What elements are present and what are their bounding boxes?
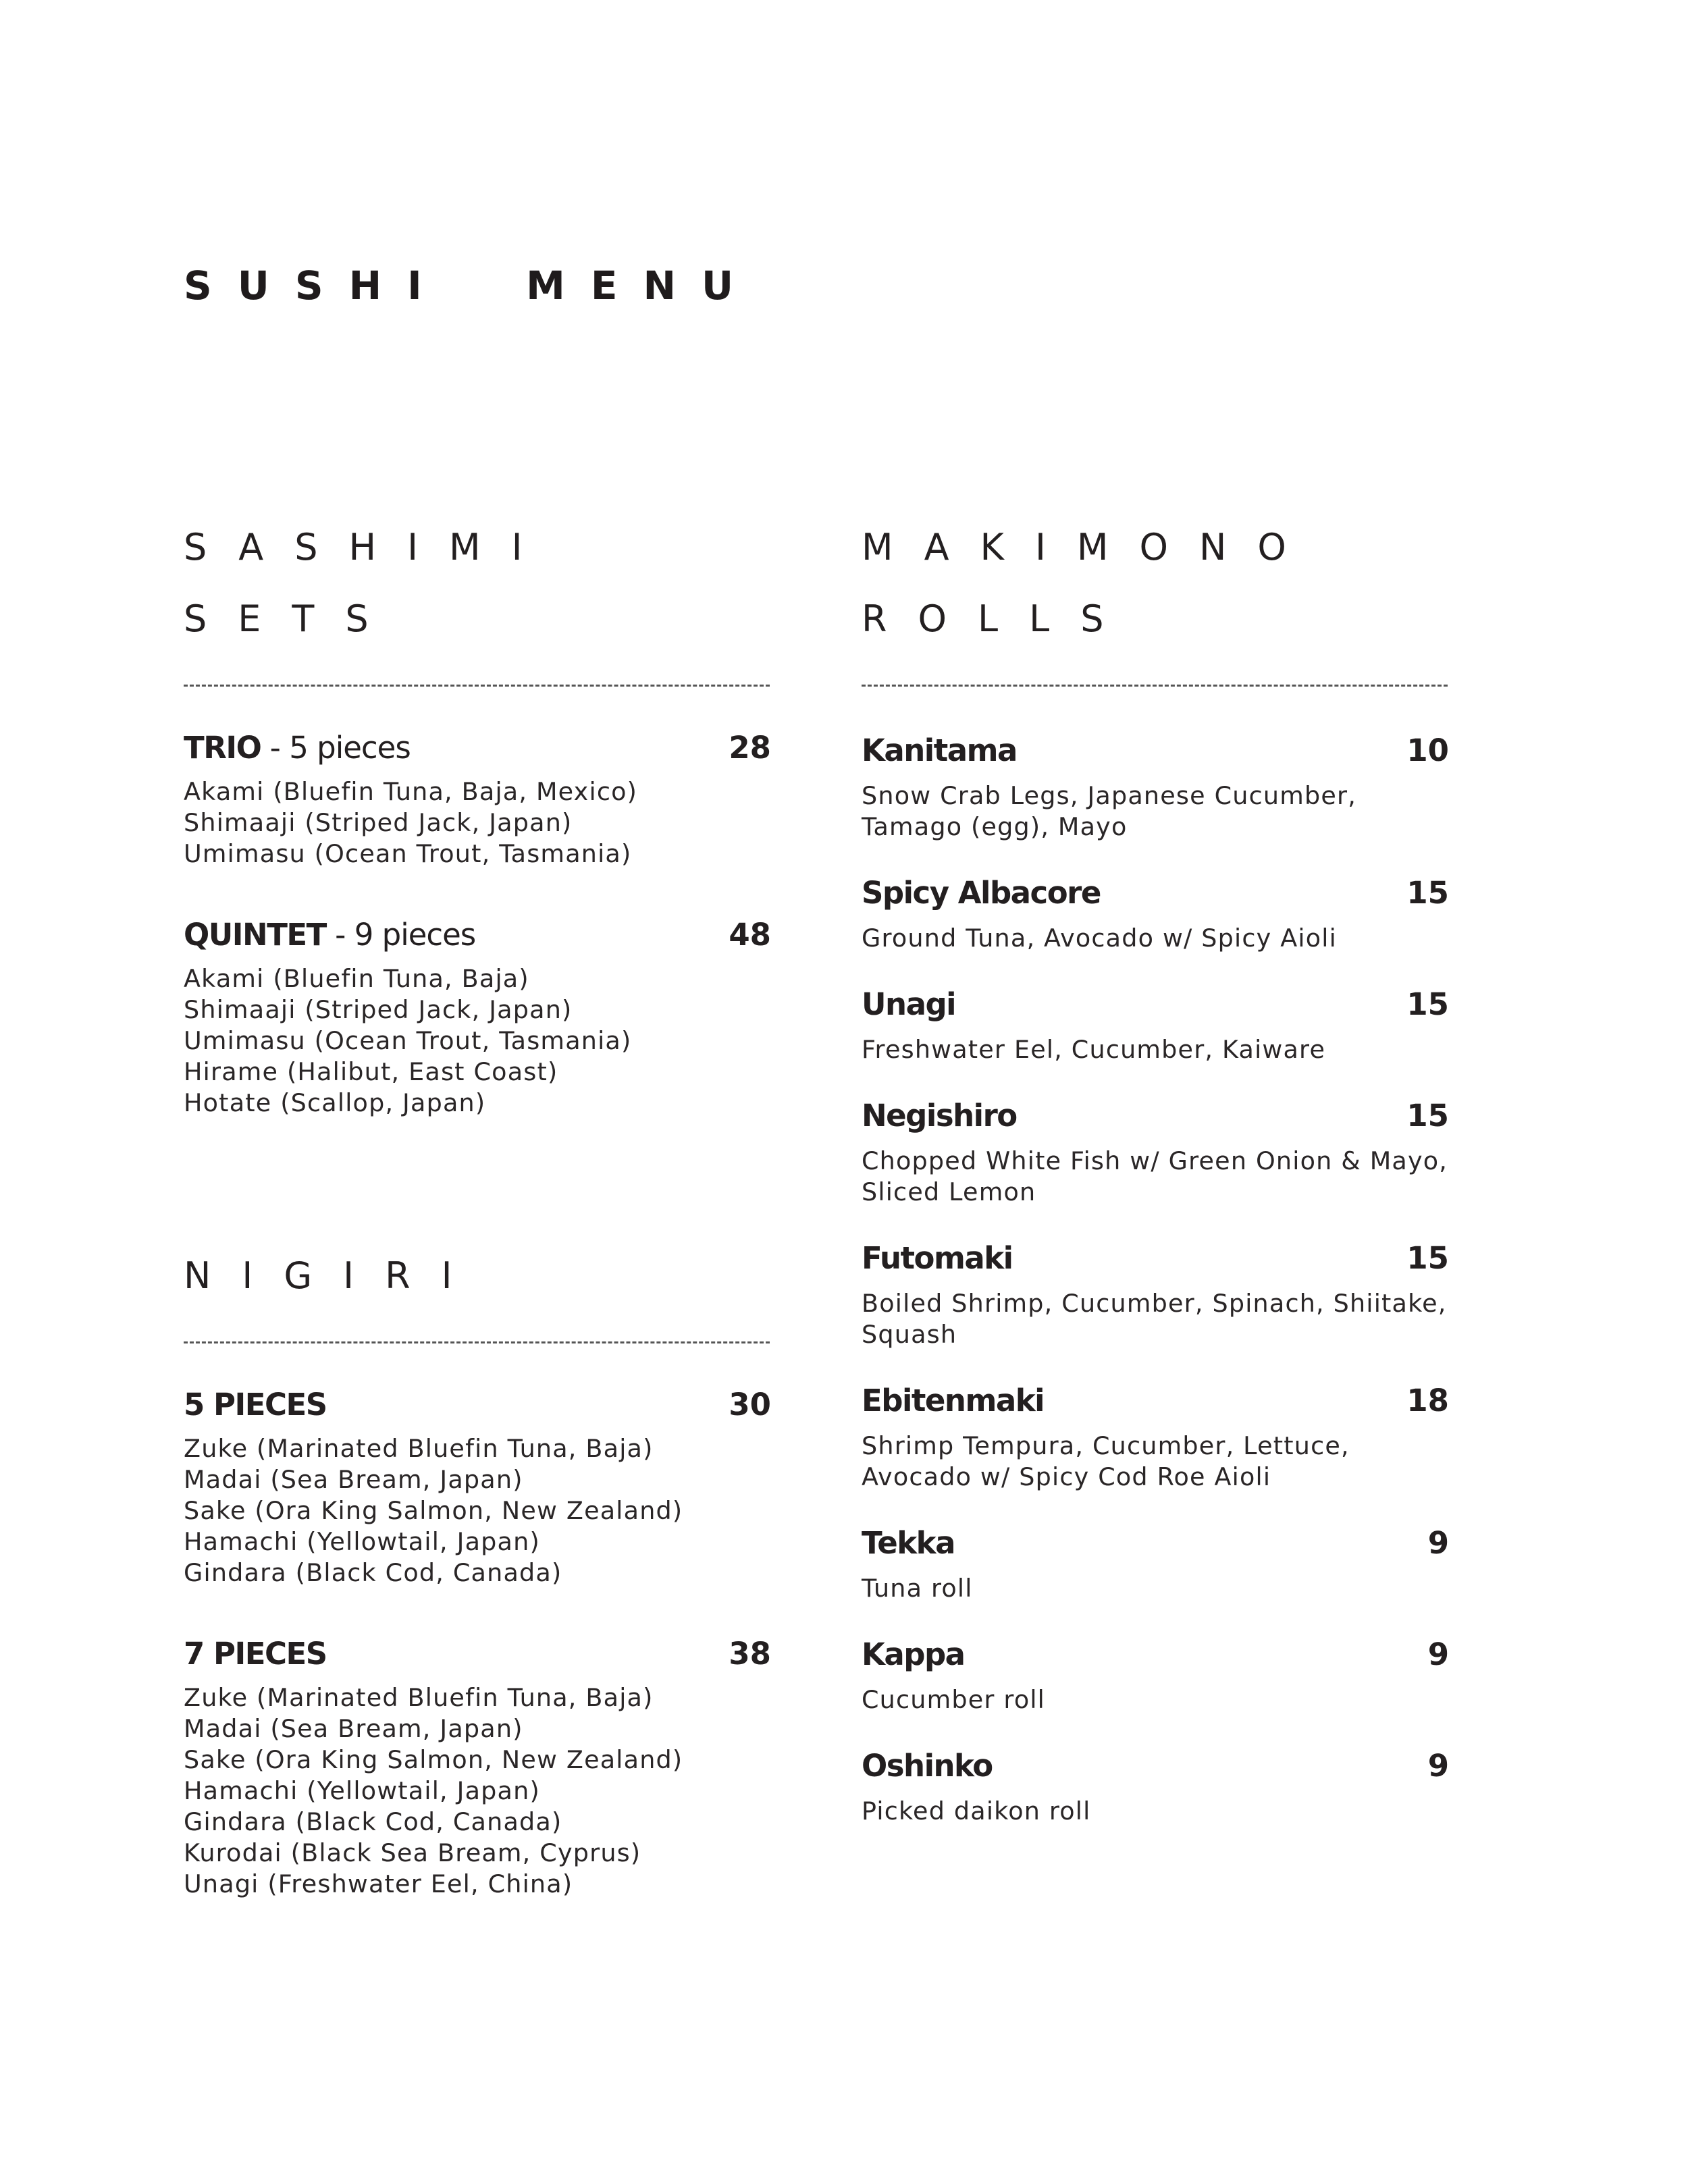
description-line: Cucumber roll [862,1685,1046,1714]
item-name: Spicy Albacore [862,875,1101,911]
item-description [862,1684,1449,1715]
description-line: Tamago (egg), Mayo [862,812,1128,841]
menu-item [862,986,1449,1065]
description-line: Sake (Ora King Salmon, New Zealand) [184,1745,683,1774]
description-line: Squash [862,1320,957,1349]
description-line: Shimaaji (Striped Jack, Japan) [184,995,573,1024]
menu-item [862,1636,1449,1715]
nigiri-section [184,1240,771,1900]
item-name: 7 PIECES [184,1636,327,1672]
menu-item [184,730,771,870]
menu-item [862,875,1449,954]
sashimi-section [184,512,771,1119]
menu-item [862,1748,1449,1827]
right-column [862,512,1449,1827]
description-line: Shimaaji (Striped Jack, Japan) [184,808,573,837]
description-line: Ground Tuna, Avocado w/ Spicy Aioli [862,924,1337,953]
description-line: Umimasu (Ocean Trout, Tasmania) [184,839,632,868]
item-description [184,776,771,870]
description-line: Tuna roll [862,1574,973,1603]
item-price: 15 [1406,1240,1449,1276]
item-title [184,730,411,766]
item-name: 5 PIECES [184,1387,327,1422]
menu-item [862,733,1449,843]
menu-item [862,1525,1449,1604]
menu-item [862,1240,1449,1350]
description-line: Avocado w/ Spicy Cod Roe Aioli [862,1462,1271,1491]
item-price: 9 [1427,1636,1449,1672]
description-line: Umimasu (Ocean Trout, Tasmania) [184,1026,632,1055]
item-description [862,1573,1449,1604]
section-title-makimono [862,512,1449,655]
item-price: 30 [729,1387,771,1422]
item-title [184,1387,327,1422]
item-description [184,1433,771,1589]
section-title-line: NIGIRI [184,1254,483,1297]
description-line: Sake (Ora King Salmon, New Zealand) [184,1496,683,1525]
item-description [862,1796,1449,1827]
left-column [184,512,771,1900]
section-divider [184,685,770,687]
page-title: SUSHI MENU [184,263,760,309]
item-description [862,1431,1449,1493]
description-line: Unagi (Freshwater Eel, China) [184,1869,573,1898]
item-price: 15 [1406,1098,1449,1134]
description-line: Snow Crab Legs, Japanese Cucumber, [862,781,1356,810]
description-line: Madai (Sea Bream, Japan) [184,1465,523,1494]
item-description [862,1034,1449,1065]
menu-item [862,1383,1449,1493]
section-title-line: MAKIMONO [862,526,1317,568]
description-line: Akami (Bluefin Tuna, Baja) [184,964,529,993]
item-name: Tekka [862,1525,955,1561]
item-name: Kanitama [862,733,1017,768]
description-line: Boiled Shrimp, Cucumber, Spinach, Shiitake, [862,1289,1447,1318]
item-description [184,1682,771,1900]
item-price: 18 [1406,1383,1449,1418]
description-line: Gindara (Black Cod, Canada) [184,1558,562,1587]
item-name: QUINTET [184,917,326,953]
section-divider [862,685,1448,687]
item-description [862,1146,1449,1208]
roll-list [862,733,1449,1827]
makimono-section [862,512,1449,1827]
description-line: Hirame (Halibut, East Coast) [184,1057,558,1086]
description-line: Hamachi (Yellowtail, Japan) [184,1527,540,1556]
item-price: 48 [729,917,771,953]
item-name: Unagi [862,986,956,1022]
item-price: 15 [1406,875,1449,911]
menu-item [184,1387,771,1589]
description-line: Zuke (Marinated Bluefin Tuna, Baja) [184,1683,654,1712]
description-line: Sliced Lemon [862,1177,1036,1206]
item-name: Negishiro [862,1098,1017,1134]
description-line: Picked daikon roll [862,1796,1091,1826]
menu-item [184,1636,771,1900]
description-line: Hotate (Scallop, Japan) [184,1088,486,1117]
section-title-sashimi [184,512,771,655]
item-title [184,1636,327,1672]
description-line: Freshwater Eel, Cucumber, Kaiware [862,1035,1326,1064]
item-description [862,1288,1449,1350]
description-line: Shrimp Tempura, Cucumber, Lettuce, [862,1431,1350,1460]
section-divider [184,1341,770,1343]
item-description [862,923,1449,954]
menu-item [184,917,771,1119]
item-price: 9 [1427,1525,1449,1561]
item-price: 15 [1406,986,1449,1022]
item-price: 9 [1427,1748,1449,1784]
item-description [184,963,771,1119]
menu-item [862,1098,1449,1208]
description-line: Madai (Sea Bream, Japan) [184,1714,523,1743]
item-description [862,780,1449,843]
section-title-line: ROLLS [862,597,1135,640]
item-name: Futomaki [862,1240,1013,1276]
description-line: Gindara (Black Cod, Canada) [184,1807,562,1836]
item-name: Kappa [862,1636,965,1672]
item-price: 38 [729,1636,771,1672]
item-name: TRIO [184,730,261,766]
description-line: Akami (Bluefin Tuna, Baja, Mexico) [184,777,638,806]
section-title-line: SASHIMI [184,526,554,568]
item-subtitle: - 5 pieces [261,730,411,766]
description-line: Zuke (Marinated Bluefin Tuna, Baja) [184,1434,654,1463]
description-line: Chopped White Fish w/ Green Onion & Mayo, [862,1146,1448,1175]
item-price: 10 [1406,733,1449,768]
item-name: Oshinko [862,1748,993,1784]
section-title-nigiri [184,1240,771,1312]
item-name: Ebitenmaki [862,1383,1045,1418]
item-title [184,917,475,953]
description-line: Kurodai (Black Sea Bream, Cyprus) [184,1838,641,1867]
section-title-line: SETS [184,597,400,640]
item-subtitle: - 9 pieces [325,917,476,953]
description-line: Hamachi (Yellowtail, Japan) [184,1776,540,1805]
item-price: 28 [729,730,771,766]
